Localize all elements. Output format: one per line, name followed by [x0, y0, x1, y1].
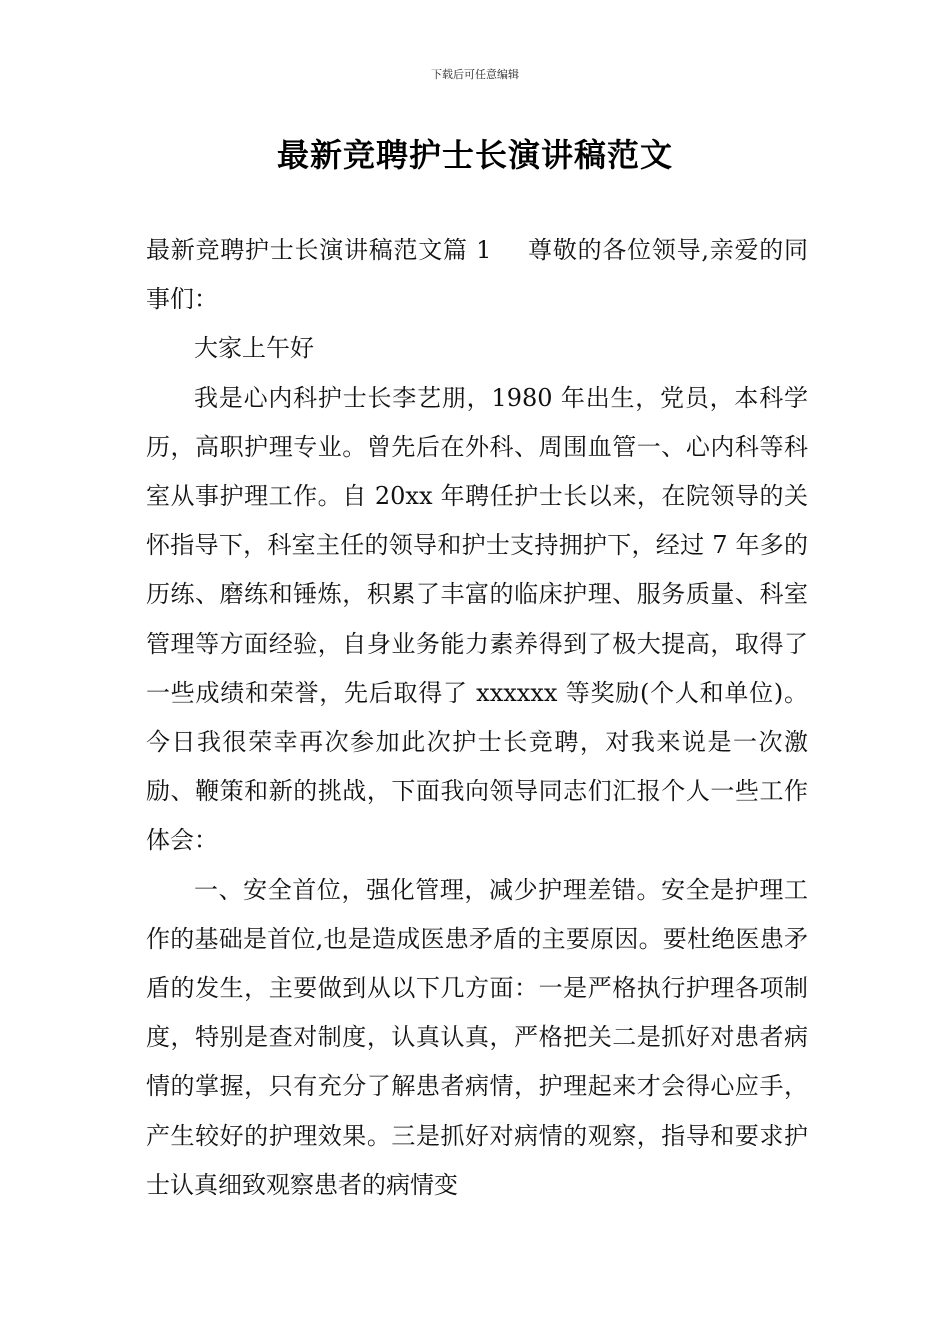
document-body — [146, 226, 808, 1210]
greeting-paragraph: 大家上午好 — [194, 334, 314, 363]
header-note: 下载后可任意编辑 — [431, 68, 519, 81]
section-heading: 最新竞聘护士长演讲稿范文篇 1 — [146, 236, 492, 264]
document-title: 最新竞聘护士长演讲稿范文 — [276, 136, 673, 174]
safety-section-paragraph: 一、安全首位，强化管理，减少护理差错。安全是护理工作的基础是首位,也是造成医患矛盾的主要原因。要杜绝医患矛盾的发生，主要做到从以下几方面：一是严格执行护理各项制度，特别是查对制度，认真认真，严格把关二是抓好对患者病情的掌握，只有充分了解患者病情，护理起来才会得心应手，产生较好的护理效果。三是抓好对病情的观察，指导和要求护士认真细致观察患者的病情变 — [146, 875, 808, 1199]
self-introduction-paragraph: 我是心内科护士长李艺朋，1980 年出生，党员，本科学历，高职护理专业。曾先后在外科、周围血管一、心内科等科室从事护理工作。自 20xx 年聘任护士长以来，在院领导的关怀指导下，科室主任的领导和护士支持拥护下，经过 7 年多的历练、磨练和锤炼，积累了丰富的临床护理、服务质量、科室管理等方面经验，自身业务能力素养得到了极大提高，取得了一些成绩和荣誉，先后取得了 xxxxxx 等奖励(个人和单位)。今日我很荣幸再次参加此次护士长竞聘，对我来说是一次激励、鞭策和新的挑战，下面我向领导同志们汇报个人一些工作体会： — [146, 383, 808, 855]
salutation: 尊敬的各位领导,亲爱的同事们： — [146, 236, 808, 314]
intro-paragraph — [146, 226, 808, 324]
